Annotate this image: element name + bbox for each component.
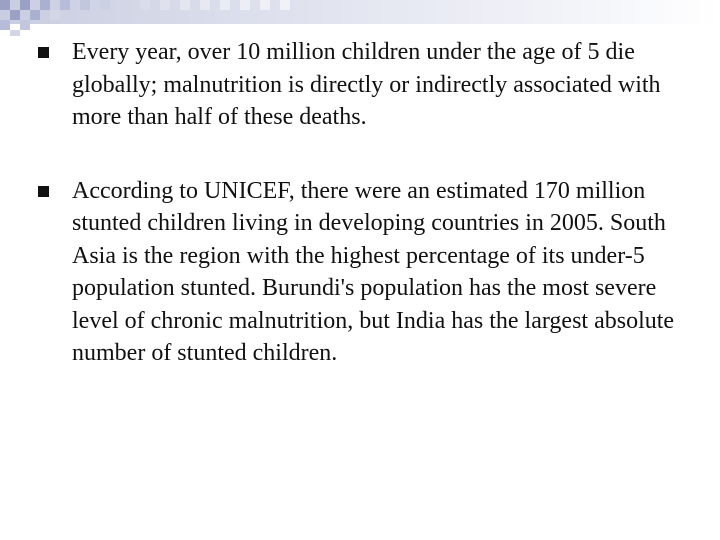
- square-bullet-icon: [38, 47, 49, 58]
- bullet-text: Every year, over 10 million children under the age of 5 die globally; malnutrition is directly or indirectly associated with more than half of these deaths.: [72, 39, 661, 130]
- bullet-list: [38, 36, 678, 370]
- bullet-text: According to UNICEF, there were an estimated 170 million stunted children living in developing countries in 2005. South Asia is the region with the highest percentage of its under-5 population stunted. Burundi's population has the most severe level of chronic malnutrition, but India has the largest absolute number of stunted children.: [72, 177, 675, 366]
- square-bullet-icon: [38, 186, 49, 197]
- header-decoration: [0, 0, 720, 36]
- bullet-item: [38, 175, 678, 370]
- bullet-item: [38, 36, 678, 134]
